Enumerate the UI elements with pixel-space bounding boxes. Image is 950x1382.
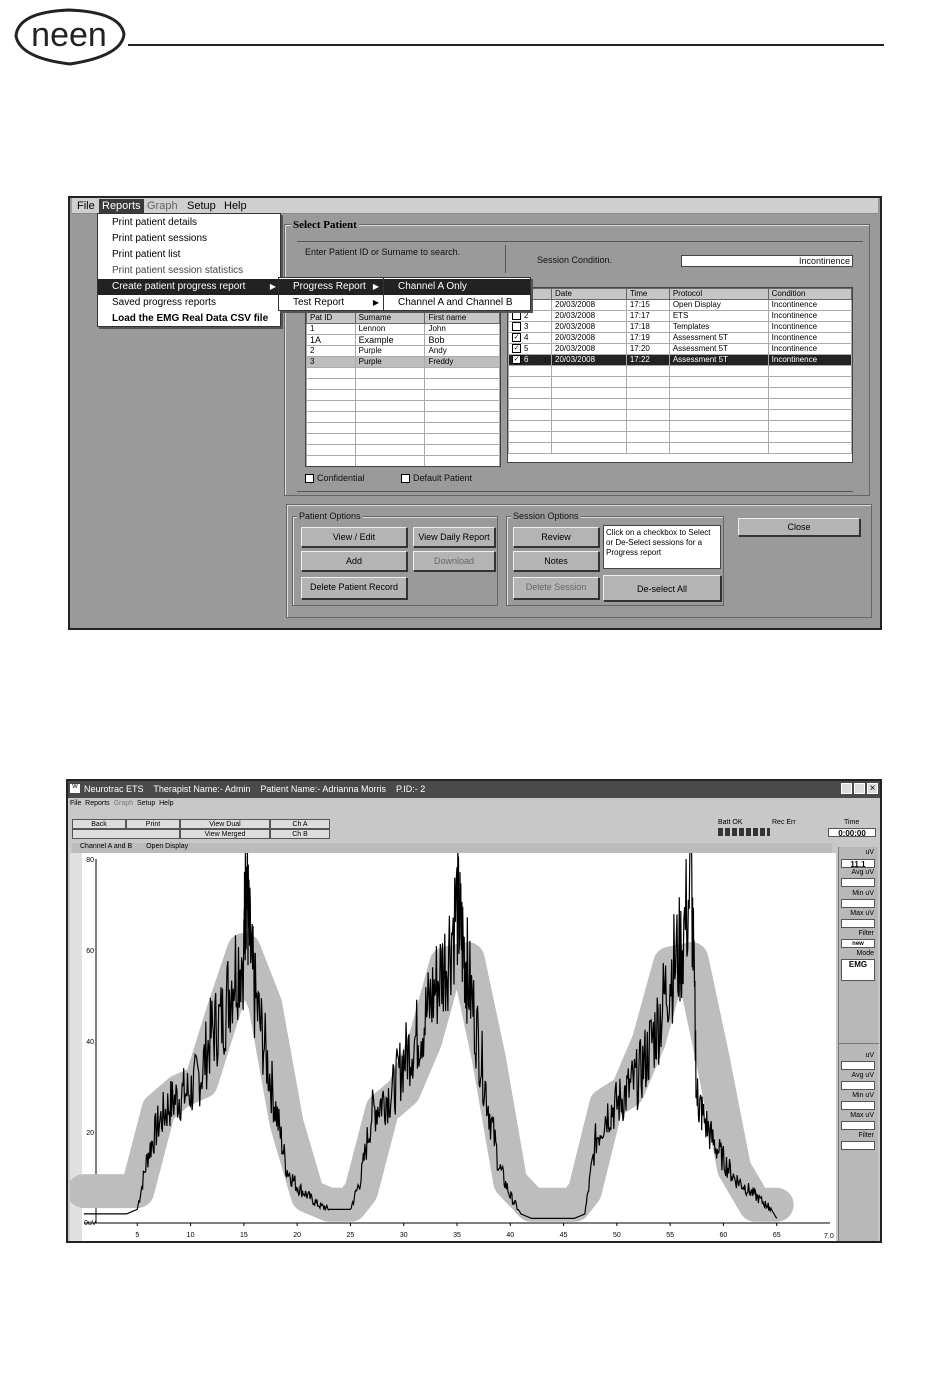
cell: 17:18: [626, 322, 669, 333]
filter-label: Filter: [858, 930, 874, 937]
menu-item-saved-progress-reports[interactable]: Saved progress reports: [112, 297, 216, 308]
view-dual-button[interactable]: View Dual: [180, 819, 270, 829]
x-tick-label: 5: [135, 1232, 140, 1239]
toolbar-blank: [72, 829, 180, 839]
x-end-label: 7.0: [824, 1233, 834, 1240]
menu-graph[interactable]: Graph: [113, 800, 134, 807]
session-checkbox[interactable]: ✓: [513, 345, 520, 353]
menu-item-channel-a-only[interactable]: Channel A Only: [384, 279, 530, 295]
ch-b-button[interactable]: Ch B: [270, 829, 330, 839]
session-options-group: [506, 511, 724, 606]
table-row[interactable]: [509, 344, 852, 355]
filter-value: new: [841, 939, 875, 948]
time-label: Time: [844, 819, 860, 826]
cell: Incontinence: [768, 333, 851, 344]
table-row[interactable]: [509, 311, 852, 322]
cell: 20/03/2008: [552, 322, 627, 333]
cell: 4: [524, 333, 529, 342]
menu-file[interactable]: File: [70, 800, 82, 807]
min-uv-value: [841, 899, 875, 908]
menu-item-channel-a-and-b[interactable]: Channel A and Channel B: [398, 297, 513, 308]
menu-item-test-report[interactable]: [279, 295, 383, 311]
cell: 20/03/2008: [552, 300, 627, 311]
cell: John: [425, 324, 500, 335]
menu-reports[interactable]: Reports: [85, 800, 110, 807]
menu-item-progress-report[interactable]: [279, 279, 383, 295]
uv-label: uV: [865, 849, 874, 856]
session-checkbox[interactable]: ✓: [513, 334, 520, 342]
cell: Incontinence: [768, 300, 851, 311]
max-uv-b-value: [841, 1121, 875, 1130]
emg-graph-screenshot: [66, 779, 882, 1243]
x-tick-label: 10: [186, 1232, 195, 1239]
col-condition[interactable]: Condition: [768, 289, 851, 300]
emg-menubar: [70, 800, 174, 807]
select-patient-group: [284, 219, 870, 496]
avg-uv-value: [841, 878, 875, 887]
uv-value: 11.1: [841, 859, 875, 868]
table-row[interactable]: [509, 322, 852, 333]
divider: [297, 241, 863, 242]
delete-patient-button[interactable]: Delete Patient Record: [301, 577, 407, 599]
max-uv-label: Max uV: [850, 910, 874, 917]
menu-help[interactable]: Help: [159, 800, 174, 807]
print-button[interactable]: Print: [126, 819, 180, 829]
menu-setup[interactable]: Setup: [136, 800, 156, 807]
progress-submenu: [278, 277, 384, 311]
cell: 17:22: [626, 355, 669, 366]
session-checkbox[interactable]: [512, 311, 521, 320]
divider: [297, 491, 853, 492]
avg-uv-label: Avg uV: [851, 869, 874, 876]
cell: ETS: [669, 311, 768, 322]
patient-options-group: [292, 511, 498, 606]
x-tick-label: 25: [346, 1232, 355, 1239]
y-tick-label: 60: [86, 948, 94, 955]
cell: 3: [307, 357, 356, 368]
group-title: Select Patient: [293, 219, 357, 231]
add-button[interactable]: Add: [301, 551, 407, 571]
minimize-icon[interactable]: [841, 783, 852, 794]
y-unit-label: 0uV: [84, 1220, 97, 1227]
menu-item-print-details[interactable]: Print patient details: [112, 217, 198, 228]
window-titlebar: [68, 781, 880, 798]
table-row[interactable]: [307, 346, 500, 357]
reports-menu: [97, 213, 281, 327]
delete-session-button[interactable]: Delete Session: [513, 577, 599, 599]
menu-file[interactable]: File: [77, 200, 95, 212]
deselect-all-button[interactable]: De-select All: [603, 575, 721, 601]
channel-bar: [72, 843, 832, 853]
mode-value: EMG: [841, 959, 875, 981]
menu-setup[interactable]: Setup: [187, 200, 216, 212]
session-checkbox[interactable]: ✓: [513, 356, 520, 364]
cell: Assessment 5T: [669, 333, 768, 344]
cell: Incontinence: [768, 322, 851, 333]
menu-graph[interactable]: Graph: [147, 200, 178, 212]
max-uv-value: [841, 919, 875, 928]
header-rule: [128, 44, 884, 46]
x-tick-label: 60: [719, 1232, 728, 1239]
display-label: Open Display: [146, 843, 189, 850]
x-tick-label: 45: [559, 1232, 568, 1239]
ch-a-button[interactable]: Ch A: [270, 819, 330, 829]
min-uv-label: Min uV: [852, 890, 874, 897]
view-daily-report-button[interactable]: View Daily Report: [413, 527, 495, 547]
time-value: 0:00:00: [828, 828, 876, 837]
channel-label: Channel A and B: [80, 843, 133, 850]
back-button[interactable]: Back: [72, 819, 126, 829]
cell: Purple: [355, 346, 425, 357]
table-row[interactable]: [509, 300, 852, 311]
default-patient-checkbox[interactable]: [401, 473, 472, 483]
col-time[interactable]: Time: [626, 289, 669, 300]
close-button[interactable]: Close: [738, 518, 860, 536]
help-text: Click on a checkbox to Select or De-Select sessions for a Progress report: [603, 525, 721, 569]
cell: 17:19: [626, 333, 669, 344]
cell: Purple: [355, 357, 425, 368]
menu-item-load-csv[interactable]: Load the EMG Real Data CSV file: [112, 313, 269, 324]
default-patient-label: Default Patient: [413, 473, 473, 483]
table-row[interactable]: [509, 333, 852, 344]
col-date[interactable]: Date: [552, 289, 627, 300]
session-checkbox[interactable]: [512, 322, 521, 331]
min-uv-b-value: [841, 1101, 875, 1110]
session-table[interactable]: [507, 287, 853, 463]
table-row[interactable]: [307, 324, 500, 335]
battery-label: Batt OK: [718, 819, 743, 826]
uv-b-value: [841, 1061, 875, 1070]
submenu-arrow-icon: ▶: [372, 282, 379, 291]
table-row[interactable]: [307, 335, 500, 346]
view-merged-button[interactable]: View Merged: [180, 829, 270, 839]
review-button[interactable]: Review: [513, 527, 599, 547]
submenu-arrow-icon: ▶: [372, 298, 379, 307]
x-tick-label: 40: [506, 1232, 515, 1239]
cell: 20/03/2008: [552, 344, 627, 355]
rec-label: Rec Err: [772, 819, 796, 826]
x-tick-label: 35: [453, 1232, 461, 1239]
side-panel: [838, 847, 878, 1241]
menu-item-print-statistics[interactable]: Print patient session statistics: [112, 265, 244, 276]
y-tick-label: 20: [86, 1130, 94, 1137]
x-tick-label: 30: [399, 1232, 408, 1239]
maximize-icon[interactable]: [854, 783, 865, 794]
x-tick-label: 65: [772, 1232, 781, 1239]
cell: 20/03/2008: [552, 333, 627, 344]
cell: 3: [524, 322, 529, 331]
window-title: Neurotrac ETS Therapist Name:- Admin Patient Name:- Adrianna Morris P.ID:- 2: [84, 784, 426, 794]
confidential-label: Confidential: [317, 473, 365, 483]
neen-logo: [10, 6, 128, 68]
select-patient-screenshot: [68, 196, 882, 630]
uv-b-label: uV: [865, 1052, 874, 1059]
col-protocol[interactable]: Protocol: [669, 289, 768, 300]
cell: 1A: [307, 335, 356, 346]
cell: Incontinence: [768, 311, 851, 322]
session-condition-field[interactable]: Incontinence: [681, 255, 853, 267]
menu-item-create-progress-report[interactable]: [98, 279, 280, 295]
col-firstname[interactable]: First name: [425, 313, 500, 324]
cell: Incontinence: [768, 344, 851, 355]
cell: Andy: [425, 346, 500, 357]
cell: Assessment 5T: [669, 344, 768, 355]
cell: Freddy: [425, 357, 500, 368]
divider: [839, 1043, 879, 1044]
logo-text: neen: [31, 16, 107, 54]
cell: Assessment 5T: [669, 355, 768, 366]
cell: 17:20: [626, 344, 669, 355]
battery-meter: [718, 828, 770, 836]
cell: Templates: [669, 322, 768, 333]
x-tick-label: 55: [666, 1232, 675, 1239]
emg-chart[interactable]: [70, 853, 836, 1241]
confidential-checkbox[interactable]: [305, 473, 365, 483]
table-row[interactable]: [509, 355, 852, 366]
cell: 2: [307, 346, 356, 357]
menu-item-label: Progress Report: [293, 281, 366, 292]
menubar: [72, 198, 878, 214]
download-button[interactable]: Download: [413, 551, 495, 571]
cell: 5: [524, 344, 529, 353]
menu-item-print-list[interactable]: Print patient list: [112, 249, 181, 260]
menu-item-print-sessions[interactable]: Print patient sessions: [112, 233, 208, 244]
x-tick-label: 50: [612, 1232, 621, 1239]
session-condition-label: Session Condition.: [537, 255, 613, 265]
cell: Bob: [425, 335, 500, 346]
y-tick-label: 80: [86, 857, 94, 864]
close-icon[interactable]: ×: [867, 783, 878, 794]
app-icon: W: [70, 784, 80, 793]
cell: Open Display: [669, 300, 768, 311]
cell: 17:17: [626, 311, 669, 322]
filter-b-label: Filter: [858, 1132, 874, 1139]
col-patid[interactable]: Pat ID: [307, 313, 356, 324]
submenu-arrow-icon: ▶: [269, 282, 276, 291]
divider: [505, 245, 506, 273]
cell: 17:15: [626, 300, 669, 311]
cell: 6: [524, 355, 529, 364]
menu-reports[interactable]: Reports: [99, 199, 144, 213]
min-uv-b-label: Min uV: [852, 1092, 874, 1099]
avg-uv-b-value: [841, 1081, 875, 1090]
cell: 20/03/2008: [552, 355, 627, 366]
filter-b-value: [841, 1141, 875, 1150]
y-tick-label: 40: [86, 1039, 94, 1046]
patient-table[interactable]: [305, 311, 501, 467]
notes-button[interactable]: Notes: [513, 551, 599, 571]
search-hint: Enter Patient ID or Surname to search.: [305, 247, 461, 257]
menu-item-label: Test Report: [293, 297, 345, 308]
menu-help[interactable]: Help: [224, 200, 247, 212]
col-surname[interactable]: Surname: [355, 313, 425, 324]
avg-uv-b-label: Avg uV: [851, 1072, 874, 1079]
cell: Example: [355, 335, 425, 346]
cell: 20/03/2008: [552, 311, 627, 322]
patient-options-title: Patient Options: [299, 511, 361, 521]
cell: Incontinence: [768, 355, 851, 366]
session-options-title: Session Options: [513, 511, 579, 521]
x-tick-label: 20: [293, 1232, 302, 1239]
x-tick-label: 15: [239, 1232, 248, 1239]
mode-label: Mode: [856, 950, 874, 957]
table-row[interactable]: [307, 357, 500, 368]
cell: Lennon: [355, 324, 425, 335]
view-edit-button[interactable]: View / Edit: [301, 527, 407, 547]
max-uv-b-label: Max uV: [850, 1112, 874, 1119]
cell: 2: [524, 311, 529, 320]
menu-item-label: Create patient progress report: [112, 281, 246, 292]
cell: 1: [307, 324, 356, 335]
channel-submenu: [383, 277, 531, 311]
